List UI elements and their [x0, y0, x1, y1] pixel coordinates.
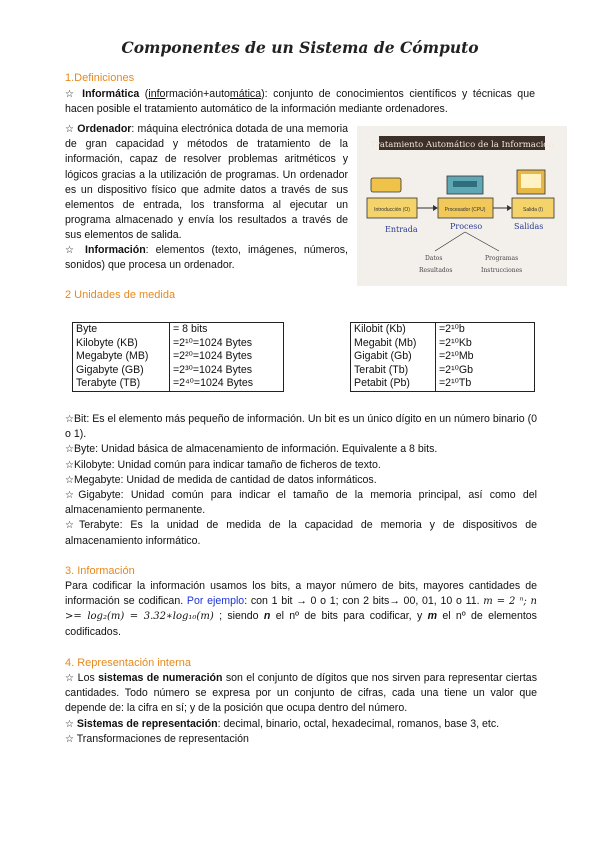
list-item: ☆Bit: Es el elemento más pequeño de información. Un bit es un único dígito en un número binario (0 o 1). [65, 413, 537, 441]
formula-m: m = 2 ⁿ; [483, 596, 527, 608]
svg-text:Datos: Datos [425, 255, 443, 262]
table-row: Byte = 8 bits [73, 323, 284, 337]
keyboard-icon [371, 178, 401, 192]
table-row: Gigabyte (GB) =2³⁰=1024 Bytes [73, 364, 284, 378]
star-icon: ☆ [65, 124, 75, 135]
term-informacion: Información [85, 244, 146, 256]
term-ordenador: Ordenador [77, 123, 132, 135]
transformaciones: ☆ Transformaciones de representación [65, 733, 249, 745]
list-item: ☆Megabyte: Unidad de medida de cantidad de datos informáticos. [65, 473, 377, 486]
star-icon: ☆ [65, 459, 74, 471]
def-ordenador: ☆ Ordenador: máquina electrónica dotada de una memoria de gran capacidad y métodos de tratamiento de la información, capaz de resolver problemas aritméticos y lógicos gracias a la utilización de programas. Un ordenador es un dispositivo físico que admite datos a través de sus elementos de entrada, los transforma al ejecutar un programa almacenado y envía los resultados a través de sus elementos de salida. [65, 123, 348, 242]
star-icon: ☆ [65, 414, 74, 425]
table-row: Gigabit (Gb) =2¹⁰Mb [351, 350, 535, 364]
example-label: Por ejemplo [186, 595, 245, 608]
star-icon: ☆ [65, 520, 79, 532]
list-item: ☆Byte: Unidad básica de almacenamiento de información. Equivalente a 8 bits. [65, 443, 438, 456]
star-icon: ☆ [65, 490, 79, 502]
star-icon: ☆ [65, 474, 74, 486]
page-title: Componentes de un Sistema de Cómputo [121, 38, 479, 57]
table-row: Kilobyte (KB) =2¹⁰=1024 Bytes [73, 337, 284, 351]
table-row: Megabit (Mb) =2¹⁰Kb [351, 337, 535, 351]
def-informacion: ☆ Información: elementos (texto, imágenes, números, sonidos) que procesa un ordenador. [65, 244, 348, 272]
svg-text:Salida (I): Salida (I) [522, 207, 544, 213]
list-item: ☆Kilobyte: Unidad común para indicar tamaño de ficheros de texto. [65, 458, 381, 471]
figure-tratamiento-automatico [357, 126, 567, 286]
svg-text:Entrada: Entrada [385, 225, 418, 234]
table-row: Terabit (Tb) =2¹⁰Gb [351, 364, 535, 378]
star-icon: ☆ [65, 444, 74, 456]
def-informatica: ☆ Informática (información+automática): conjunto de conocimientos científicos y técnicas que hacen posible el tratamiento automático de la información mediante ordenadores. [65, 88, 535, 116]
table-row: Petabit (Pb) =2¹⁰Tb [351, 377, 535, 391]
informacion-paragraph: Para codificar la información usamos los bits, a mayor número de bits, mayores cantidades de información se codifican. Por ejemplo: con 1 bit → 0 o 1; con 2 bits→ 00, 01, 10 o 11. m = 2 ⁿ; n >= log₂(m) = 3.32∗log₁₀(m) ; siendo n el nº de bits para codificar, y m el nº de elementos codificados. [65, 580, 537, 638]
svg-text:Introducción (O): Introducción (O) [374, 207, 410, 213]
sistemas-representacion: ☆ Sistemas de representación: decimal, binario, octal, hexadecimal, romanos, base 3, etc. [65, 718, 500, 730]
svg-text:Instrucciones: Instrucciones [481, 267, 523, 274]
table-row: Terabyte (TB) =2⁴⁰=1024 Bytes [73, 377, 284, 391]
svg-text:Resultados: Resultados [419, 267, 453, 274]
svg-text:Programas: Programas [485, 255, 519, 262]
table-row: Megabyte (MB) =2²⁰=1024 Bytes [73, 350, 284, 364]
section-unidades-heading: 2 Unidades de medida [65, 289, 176, 301]
list-item: ☆Terabyte: Es la unidad de medida de la capacidad de memoria y de dispositivos de almacenamiento informático. [65, 519, 538, 547]
section-representacion-heading: 4. Representación interna [65, 657, 191, 669]
table-row: Kilobit (Kb) =2¹⁰b [351, 323, 535, 337]
unit-definitions [65, 412, 537, 549]
svg-text:Salidas: Salidas [514, 222, 544, 231]
star-icon: ☆ [65, 89, 77, 100]
svg-text:Proceso: Proceso [450, 222, 483, 231]
star-icon: ☆ [65, 673, 75, 684]
bits-table [350, 322, 535, 392]
representacion-paragraph: ☆ Los sistemas de numeración son el conjunto de dígitos que nos sirven para representar ciertas cantidades. Todo número se expresa por un conjunto de cifras, cada una tiene un valor que depende de: la cifra en sí; y de la posición que ocupa dentro del número. [65, 672, 537, 715]
bytes-table [72, 322, 284, 392]
term-informatica: Informática [82, 88, 140, 100]
svg-text:Procesador (CPU): Procesador (CPU) [444, 207, 486, 213]
section-informacion-heading: 3. Información [65, 565, 135, 577]
list-item: ☆Gigabyte: Unidad común para indicar el tamaño de la memoria principal, así como del almacenamiento permanente. [65, 489, 537, 517]
section-definiciones-heading: 1.Definiciones [65, 72, 135, 84]
star-icon: ☆ [65, 245, 79, 256]
star-icon: ☆ [65, 719, 74, 730]
figure-title: Tratamiento Automático de la Información [370, 140, 554, 150]
star-icon: ☆ [65, 734, 74, 745]
formula-n: n >= log₂(m) = 3.32∗log₁₀(m) [65, 596, 537, 623]
